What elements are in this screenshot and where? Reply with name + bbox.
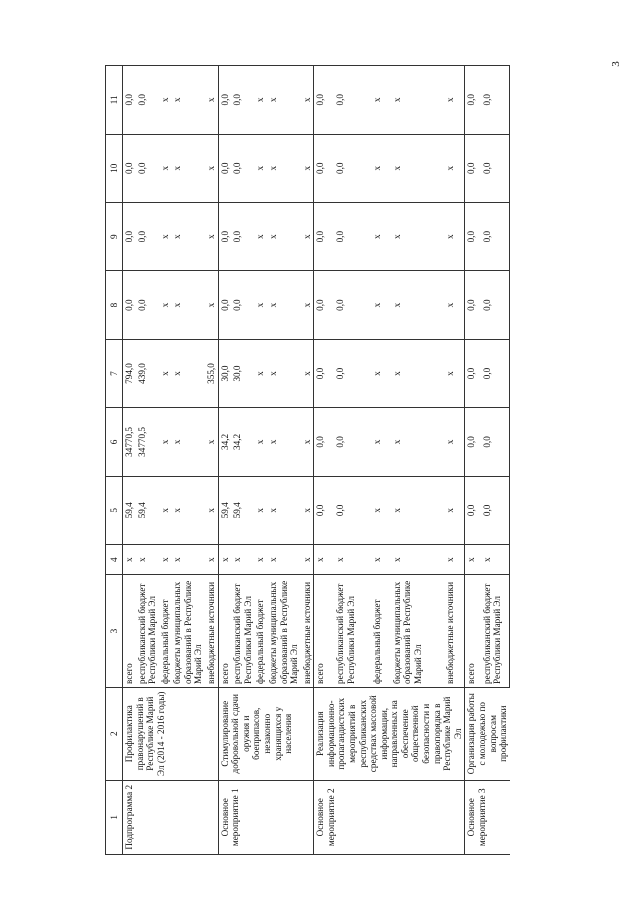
value-cell-col8: x <box>171 271 205 339</box>
value-cell-col4: x <box>481 545 510 575</box>
header-cell-11: 11 <box>106 66 123 135</box>
value-cell-col4: x <box>371 545 391 575</box>
value-cell-col11: x <box>205 66 218 135</box>
funding-source: внебюджетные источники <box>205 575 218 688</box>
value-cell-col8: 0,0 <box>314 271 335 339</box>
value-cell-col8: 0,0 <box>334 271 371 339</box>
table-row <box>465 66 481 855</box>
value-cell-col7: 0,0 <box>481 339 510 407</box>
value-cell-col9: 0,0 <box>314 202 335 270</box>
value-cell-col8: 0,0 <box>481 271 510 339</box>
funding-source: республиканский бюджет Республики Марий Эл <box>334 575 371 688</box>
value-cell-col4: x <box>444 545 465 575</box>
program-title: Реализация информационно-пропагандистских мероприятий в республиканских средствах массовой информации, направленных на обеспечение общественной безопасности и правопорядка в Республике Марий Эл <box>314 687 465 780</box>
funding-source: внебюджетные источники <box>444 575 465 688</box>
value-cell-col4: x <box>218 545 231 575</box>
value-cell-col9: 0,0 <box>481 202 510 270</box>
value-cell-col4: x <box>334 545 371 575</box>
value-cell-col11: x <box>371 66 391 135</box>
value-cell-col11: 0,0 <box>481 66 510 135</box>
value-cell-col8: x <box>391 271 444 339</box>
value-cell-col7: 30,0 <box>218 339 231 407</box>
header-cell-4: 4 <box>106 545 123 575</box>
value-cell-col5: 59,4 <box>218 476 231 544</box>
value-cell-col7: 794,0 <box>123 339 136 407</box>
funding-source: республиканский бюджет Республики Марий Эл <box>231 575 254 688</box>
funding-source: бюджеты муниципальных образований в Республике Марий Эл <box>267 575 301 688</box>
header-cell-5: 5 <box>106 476 123 544</box>
value-cell-col5: 59,4 <box>123 476 136 544</box>
value-cell-col9: x <box>391 202 444 270</box>
funding-source: федеральный бюджет <box>254 575 267 688</box>
value-cell-col4: x <box>136 545 159 575</box>
value-cell-col10: x <box>159 134 172 202</box>
value-cell-col5: x <box>391 476 444 544</box>
value-cell-col8: 0,0 <box>218 271 231 339</box>
value-cell-col5: 0,0 <box>334 476 371 544</box>
value-cell-col9: 0,0 <box>334 202 371 270</box>
value-cell-col5: x <box>371 476 391 544</box>
table-body <box>123 66 510 855</box>
value-cell-col6: x <box>444 408 465 476</box>
value-cell-col4: x <box>205 545 218 575</box>
funding-table <box>105 65 510 855</box>
value-cell-col11: 0,0 <box>136 66 159 135</box>
value-cell-col5: x <box>301 476 314 544</box>
value-cell-col5: x <box>205 476 218 544</box>
funding-source: федеральный бюджет <box>159 575 172 688</box>
value-cell-col8: x <box>301 271 314 339</box>
value-cell-col8: x <box>371 271 391 339</box>
value-cell-col11: 0,0 <box>231 66 254 135</box>
value-cell-col7: 355,0 <box>205 339 218 407</box>
value-cell-col10: x <box>371 134 391 202</box>
value-cell-col6: x <box>371 408 391 476</box>
value-cell-col5: 0,0 <box>314 476 335 544</box>
value-cell-col8: x <box>205 271 218 339</box>
value-cell-col11: x <box>444 66 465 135</box>
value-cell-col11: 0,0 <box>334 66 371 135</box>
value-cell-col10: 0,0 <box>334 134 371 202</box>
value-cell-col10: 0,0 <box>136 134 159 202</box>
value-cell-col10: 0,0 <box>218 134 231 202</box>
value-cell-col9: 0,0 <box>218 202 231 270</box>
value-cell-col9: 0,0 <box>136 202 159 270</box>
header-cell-3: 3 <box>106 575 123 688</box>
value-cell-col10: x <box>171 134 205 202</box>
program-label: Основное мероприятие 3 <box>465 780 510 854</box>
value-cell-col8: x <box>267 271 301 339</box>
value-cell-col7: 439,0 <box>136 339 159 407</box>
program-title: Организация работы с молодежью по вопросам профилактики <box>465 687 510 780</box>
value-cell-col8: 0,0 <box>123 271 136 339</box>
value-cell-col10: x <box>391 134 444 202</box>
value-cell-col11: 0,0 <box>218 66 231 135</box>
funding-source: всего <box>465 575 481 688</box>
value-cell-col4: x <box>391 545 444 575</box>
header-cell-2: 2 <box>106 687 123 780</box>
value-cell-col7: x <box>301 339 314 407</box>
value-cell-col7: x <box>371 339 391 407</box>
value-cell-col5: 59,4 <box>231 476 254 544</box>
value-cell-col6: x <box>301 408 314 476</box>
value-cell-col11: x <box>267 66 301 135</box>
value-cell-col10: x <box>444 134 465 202</box>
value-cell-col4: x <box>267 545 301 575</box>
program-label: Подпрограмма 2 <box>123 780 219 854</box>
table-row <box>314 66 335 855</box>
value-cell-col10: 0,0 <box>314 134 335 202</box>
value-cell-col5: x <box>444 476 465 544</box>
value-cell-col9: x <box>371 202 391 270</box>
value-cell-col10: 0,0 <box>465 134 481 202</box>
header-row <box>106 66 123 855</box>
value-cell-col6: x <box>205 408 218 476</box>
table-row <box>218 66 231 855</box>
value-cell-col6: 0,0 <box>314 408 335 476</box>
value-cell-col4: x <box>254 545 267 575</box>
value-cell-col9: x <box>301 202 314 270</box>
value-cell-col4: x <box>314 545 335 575</box>
value-cell-col11: x <box>254 66 267 135</box>
funding-source: внебюджетные источники <box>301 575 314 688</box>
funding-source: республиканский бюджет Республики Марий Эл <box>481 575 510 688</box>
value-cell-col4: x <box>465 545 481 575</box>
value-cell-col4: x <box>123 545 136 575</box>
value-cell-col4: x <box>171 545 205 575</box>
value-cell-col9: x <box>267 202 301 270</box>
value-cell-col6: 34770,5 <box>123 408 136 476</box>
header-cell-8: 8 <box>106 271 123 339</box>
value-cell-col6: x <box>391 408 444 476</box>
value-cell-col7: x <box>254 339 267 407</box>
funding-source: всего <box>218 575 231 688</box>
value-cell-col6: 34770,5 <box>136 408 159 476</box>
value-cell-col11: x <box>159 66 172 135</box>
page-number: 3 <box>609 61 622 67</box>
funding-source: бюджеты муниципальных образований в Республике Марий Эл <box>171 575 205 688</box>
value-cell-col8: 0,0 <box>136 271 159 339</box>
value-cell-col9: 0,0 <box>231 202 254 270</box>
value-cell-col7: 30,0 <box>231 339 254 407</box>
program-label: Основное мероприятие 2 <box>314 780 465 854</box>
value-cell-col8: 0,0 <box>465 271 481 339</box>
value-cell-col6: 34,2 <box>218 408 231 476</box>
value-cell-col9: x <box>444 202 465 270</box>
value-cell-col5: 0,0 <box>481 476 510 544</box>
funding-source: всего <box>123 575 136 688</box>
value-cell-col4: x <box>301 545 314 575</box>
value-cell-col7: 0,0 <box>465 339 481 407</box>
value-cell-col5: 0,0 <box>465 476 481 544</box>
value-cell-col9: x <box>205 202 218 270</box>
value-cell-col11: 0,0 <box>123 66 136 135</box>
value-cell-col4: x <box>231 545 254 575</box>
header-cell-7: 7 <box>106 339 123 407</box>
funding-source: федеральный бюджет <box>371 575 391 688</box>
value-cell-col6: 0,0 <box>334 408 371 476</box>
value-cell-col8: 0,0 <box>231 271 254 339</box>
value-cell-col6: x <box>171 408 205 476</box>
value-cell-col9: x <box>159 202 172 270</box>
table-row <box>123 66 136 855</box>
value-cell-col11: 0,0 <box>314 66 335 135</box>
value-cell-col7: x <box>391 339 444 407</box>
value-cell-col8: x <box>159 271 172 339</box>
value-cell-col10: x <box>301 134 314 202</box>
value-cell-col7: x <box>159 339 172 407</box>
header-cell-6: 6 <box>106 408 123 476</box>
header-cell-1: 1 <box>106 780 123 854</box>
value-cell-col11: x <box>391 66 444 135</box>
value-cell-col6: x <box>254 408 267 476</box>
value-cell-col8: x <box>444 271 465 339</box>
value-cell-col5: x <box>267 476 301 544</box>
value-cell-col4: x <box>159 545 172 575</box>
header-cell-9: 9 <box>106 202 123 270</box>
header-cell-10: 10 <box>106 134 123 202</box>
value-cell-col7: x <box>444 339 465 407</box>
value-cell-col7: 0,0 <box>334 339 371 407</box>
value-cell-col10: x <box>267 134 301 202</box>
value-cell-col5: x <box>171 476 205 544</box>
value-cell-col10: 0,0 <box>231 134 254 202</box>
value-cell-col9: x <box>254 202 267 270</box>
value-cell-col7: x <box>171 339 205 407</box>
value-cell-col7: 0,0 <box>314 339 335 407</box>
program-title: Стимулирование добровольной сдачи оружия и боеприпасов, незаконно хранящихся у населения <box>218 687 314 780</box>
value-cell-col11: 0,0 <box>465 66 481 135</box>
funding-source: республиканский бюджет Республики Марий Эл <box>136 575 159 688</box>
value-cell-col11: x <box>171 66 205 135</box>
value-cell-col9: 0,0 <box>123 202 136 270</box>
value-cell-col6: 34,2 <box>231 408 254 476</box>
program-title: Профилактика правонарушений в Республике Марий Эл (2014 - 2016 годы) <box>123 687 219 780</box>
value-cell-col5: x <box>254 476 267 544</box>
program-label: Основное мероприятие 1 <box>218 780 314 854</box>
value-cell-col10: x <box>205 134 218 202</box>
value-cell-col6: 0,0 <box>481 408 510 476</box>
funding-source: всего <box>314 575 335 688</box>
value-cell-col9: 0,0 <box>465 202 481 270</box>
value-cell-col10: x <box>254 134 267 202</box>
value-cell-col6: x <box>159 408 172 476</box>
value-cell-col6: x <box>267 408 301 476</box>
value-cell-col9: x <box>171 202 205 270</box>
value-cell-col10: 0,0 <box>481 134 510 202</box>
value-cell-col8: x <box>254 271 267 339</box>
funding-source: бюджеты муниципальных образований в Республике Марий Эл <box>391 575 444 688</box>
value-cell-col6: 0,0 <box>465 408 481 476</box>
value-cell-col10: 0,0 <box>123 134 136 202</box>
value-cell-col7: x <box>267 339 301 407</box>
value-cell-col5: x <box>159 476 172 544</box>
rotated-table-frame <box>105 65 635 855</box>
value-cell-col5: 59,4 <box>136 476 159 544</box>
value-cell-col11: x <box>301 66 314 135</box>
